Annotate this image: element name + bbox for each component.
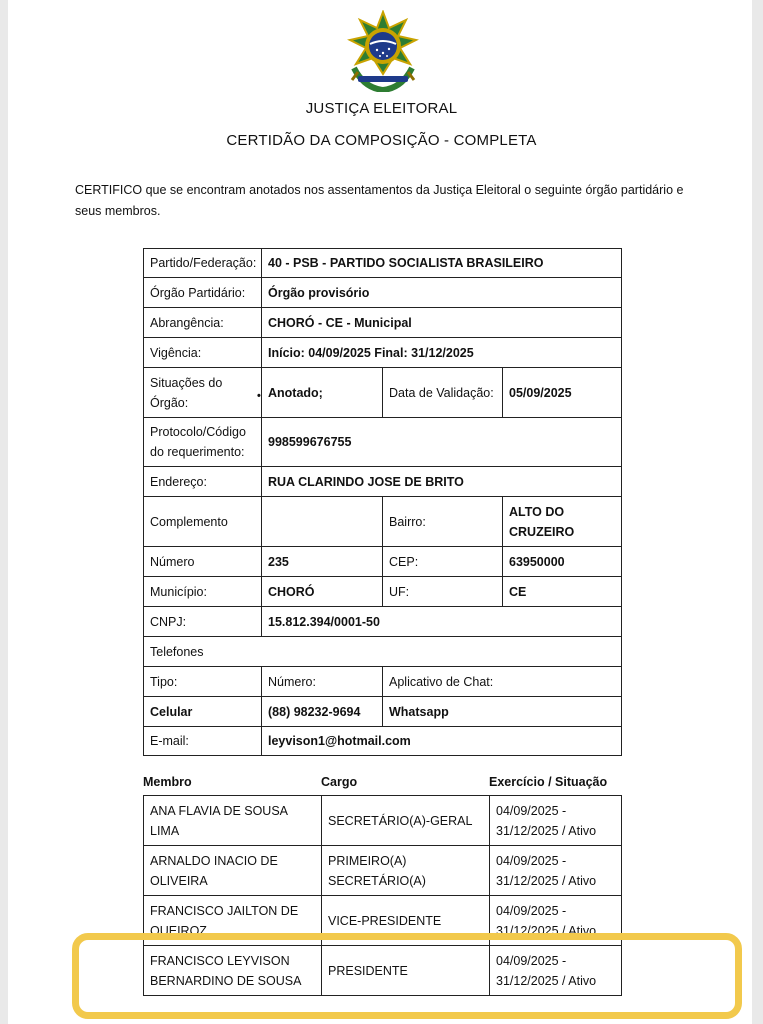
endereco-label: Endereço:: [144, 467, 262, 497]
col-cargo: Cargo: [321, 775, 358, 789]
brazil-coat-of-arms-icon: [344, 10, 422, 92]
municipio-label: Município:: [144, 577, 262, 607]
member-role: PRIMEIRO(A) SECRETÁRIO(A): [322, 846, 490, 896]
table-row: [144, 497, 622, 547]
chat-label: Aplicativo de Chat:: [383, 667, 622, 697]
table-row: [144, 667, 622, 697]
abrangencia-value: CHORÓ - CE - Municipal: [262, 308, 622, 338]
table-row: [144, 846, 622, 896]
table-row: [144, 418, 622, 467]
numero-value: 235: [262, 547, 383, 577]
member-name: FRANCISCO JAILTON DE QUEIROZ: [144, 896, 322, 946]
validacao-value: 05/09/2025: [503, 368, 622, 418]
table-row: [144, 607, 622, 637]
table-row: [144, 338, 622, 368]
bairro-label: Bairro:: [383, 497, 503, 547]
intro-paragraph: CERTIFICO que se encontram anotados nos assentamentos da Justiça Eleitoral o seguinte órgão partidário e seus membros.: [75, 183, 684, 218]
document-title: JUSTIÇA ELEITORAL: [305, 100, 458, 117]
vigencia-label: Vigência:: [144, 338, 262, 368]
tel-numero-label: Número:: [262, 667, 383, 697]
municipio-value: CHORÓ: [262, 577, 383, 607]
cnpj-label: CNPJ:: [144, 607, 262, 637]
complemento-label: Complemento: [144, 497, 262, 547]
member-role: SECRETÁRIO(A)-GERAL: [322, 796, 490, 846]
table-row: [144, 249, 622, 278]
document-subtitle: CERTIDÃO DA COMPOSIÇÃO - COMPLETA: [226, 132, 537, 149]
email-label: E-mail:: [144, 727, 262, 756]
telefones-label: Telefones: [144, 637, 622, 667]
col-exercicio: Exercício / Situação: [489, 775, 608, 789]
partido-label: Partido/Federação:: [144, 249, 262, 278]
abrangencia-label: Abrangência:: [144, 308, 262, 338]
col-membro: Membro: [143, 775, 192, 789]
tel-numero-value: (88) 98232-9694: [262, 697, 383, 727]
bairro-value: ALTO DO CRUZEIRO: [503, 497, 622, 547]
cep-label: CEP:: [383, 547, 503, 577]
email-value: leyvison1@hotmail.com: [262, 727, 622, 756]
protocolo-value: 998599676755: [262, 418, 622, 467]
table-row: [144, 368, 622, 418]
table-row: [144, 467, 622, 497]
party-info-table: [143, 248, 622, 756]
protocolo-label: Protocolo/Código do requerimento:: [144, 418, 262, 467]
table-row: [144, 278, 622, 308]
table-row: [144, 946, 622, 996]
table-row: [144, 896, 622, 946]
table-row: [144, 697, 622, 727]
member-term: 04/09/2025 - 31/12/2025 / Ativo: [490, 846, 622, 896]
cnpj-value: 15.812.394/0001-50: [262, 607, 622, 637]
orgao-label: Órgão Partidário:: [144, 278, 262, 308]
table-row: [144, 577, 622, 607]
vigencia-value: Início: 04/09/2025 Final: 31/12/2025: [262, 338, 622, 368]
table-row: [144, 308, 622, 338]
partido-value: 40 - PSB - PARTIDO SOCIALISTA BRASILEIRO: [262, 249, 622, 278]
table-row: [144, 547, 622, 577]
members-table: [143, 795, 622, 996]
cep-value: 63950000: [503, 547, 622, 577]
uf-value: CE: [503, 577, 622, 607]
numero-label: Número: [144, 547, 262, 577]
tipo-label: Tipo:: [144, 667, 262, 697]
member-name: ANA FLAVIA DE SOUSA LIMA: [144, 796, 322, 846]
complemento-value: [262, 497, 383, 547]
member-term: 04/09/2025 - 31/12/2025 / Ativo: [490, 946, 622, 996]
situacoes-value: [262, 368, 383, 418]
situacoes-label: Situações do Órgão:: [144, 368, 262, 418]
table-row: [144, 796, 622, 846]
member-role: VICE-PRESIDENTE: [322, 896, 490, 946]
tipo-value: Celular: [144, 697, 262, 727]
chat-value: Whatsapp: [383, 697, 622, 727]
validacao-label: Data de Validação:: [383, 368, 503, 418]
member-term: 04/09/2025 - 31/12/2025 / Ativo: [490, 796, 622, 846]
orgao-value: Órgão provisório: [262, 278, 622, 308]
member-term: 04/09/2025 - 31/12/2025 / Ativo: [490, 896, 622, 946]
table-row: [144, 727, 622, 756]
member-role: PRESIDENTE: [322, 946, 490, 996]
endereco-value: RUA CLARINDO JOSE DE BRITO: [262, 467, 622, 497]
table-row: [144, 637, 622, 667]
member-name: FRANCISCO LEYVISON BERNARDINO DE SOUSA: [144, 946, 322, 996]
situacoes-value-text: • Anotado;: [268, 386, 323, 400]
member-name: ARNALDO INACIO DE OLIVEIRA: [144, 846, 322, 896]
uf-label: UF:: [383, 577, 503, 607]
